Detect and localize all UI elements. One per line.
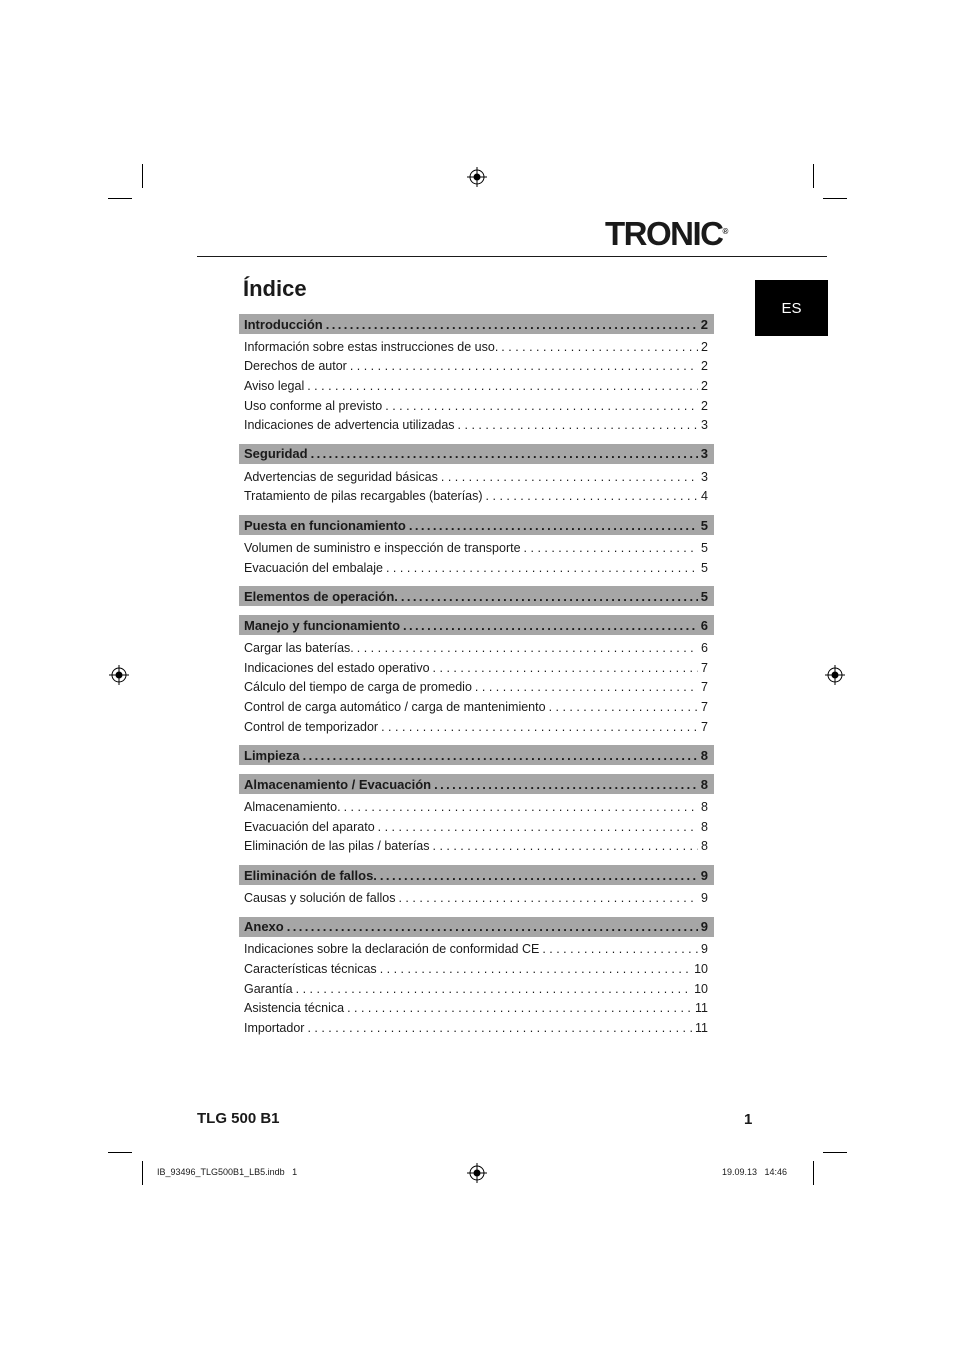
- table-of-contents: [239, 314, 714, 1047]
- toc-entry-label: Advertencias de seguridad básicas: [244, 469, 438, 484]
- model-name: TLG 500 B1: [197, 1110, 280, 1127]
- page-number: 1: [744, 1111, 753, 1128]
- toc-entry-page: 3: [701, 469, 708, 484]
- toc-entry-page: 2: [701, 359, 708, 374]
- registration-mark-icon: [467, 167, 487, 187]
- language-tab-label: ES: [781, 299, 802, 317]
- dot-leader: [433, 661, 699, 675]
- brand-logo: [605, 216, 728, 252]
- dot-leader: [486, 489, 699, 503]
- toc-section: [239, 865, 714, 908]
- toc-section-heading[interactable]: [239, 865, 714, 885]
- toc-entry-label: Garantía: [244, 981, 293, 996]
- toc-entry-page: 7: [701, 660, 708, 675]
- dot-leader: [475, 680, 698, 694]
- toc-section-page: 2: [700, 316, 708, 332]
- dot-leader: [409, 518, 698, 533]
- toc-entry-page: 2: [701, 398, 708, 413]
- toc-entry-label: Evacuación del embalaje: [244, 560, 383, 575]
- toc-section-title: Manejo y funcionamiento: [244, 617, 401, 633]
- dot-leader: [386, 561, 698, 575]
- toc-entry[interactable]: [239, 487, 714, 507]
- registration-mark-icon: [109, 665, 129, 685]
- toc-entry[interactable]: [239, 357, 714, 377]
- dot-leader: [403, 618, 698, 633]
- toc-section: [239, 444, 714, 506]
- dot-leader: [501, 340, 698, 354]
- print-slug-date: 19.09.13 14:46: [722, 1167, 788, 1177]
- toc-section-page: 3: [700, 446, 708, 462]
- dot-leader: [357, 641, 698, 655]
- toc-entry-label: Información sobre estas instrucciones de uso.: [244, 339, 499, 354]
- page-title: Índice: [243, 276, 307, 301]
- toc-entry[interactable]: [239, 797, 714, 817]
- toc-entry[interactable]: [239, 979, 714, 999]
- toc-entry-page: 10: [694, 981, 708, 996]
- toc-entry-page: 11: [695, 1001, 708, 1016]
- dot-leader: [398, 891, 698, 905]
- toc-section: [239, 586, 714, 606]
- dot-leader: [380, 868, 698, 883]
- toc-entry-page: 8: [701, 819, 708, 834]
- dot-leader: [296, 982, 691, 996]
- toc-section-page: 8: [700, 747, 708, 763]
- dot-leader: [378, 820, 698, 834]
- toc-entry-label: Causas y solución de fallos: [244, 890, 396, 905]
- print-slug-file: IB_93496_TLG500B1_LB5.indb 1: [157, 1167, 298, 1177]
- dot-leader: [326, 317, 698, 332]
- toc-entry[interactable]: [239, 396, 714, 416]
- toc-section: [239, 774, 714, 856]
- toc-entry[interactable]: [239, 888, 714, 908]
- toc-entry-list: [239, 885, 714, 908]
- dot-leader: [441, 470, 698, 484]
- toc-section: [239, 615, 714, 736]
- toc-section: [239, 917, 714, 1038]
- dot-leader: [381, 720, 698, 734]
- toc-entry-page: 11: [695, 1020, 708, 1035]
- dot-leader: [344, 800, 698, 814]
- toc-entry[interactable]: [239, 697, 714, 717]
- toc-section-title: Eliminación de fallos.: [244, 867, 377, 883]
- toc-entry-page: 2: [701, 339, 708, 354]
- toc-section-page: 6: [700, 617, 708, 633]
- toc-entry-label: Importador: [244, 1020, 305, 1035]
- dot-leader: [350, 359, 698, 373]
- toc-section-title: Limpieza: [244, 747, 300, 763]
- toc-entry[interactable]: [239, 717, 714, 737]
- dot-leader: [434, 777, 698, 792]
- toc-entry-list: [239, 635, 714, 736]
- dot-leader: [347, 1001, 692, 1015]
- toc-entry-list: [239, 535, 714, 577]
- dot-leader: [385, 399, 698, 413]
- crop-mark: [813, 1161, 814, 1185]
- toc-entry-page: 7: [701, 680, 708, 695]
- toc-section-title: Seguridad: [244, 446, 308, 462]
- toc-entry-label: Características técnicas: [244, 962, 377, 977]
- toc-entry[interactable]: [239, 940, 714, 960]
- language-tab: [755, 280, 828, 336]
- toc-section-title: Almacenamiento / Evacuación: [244, 776, 432, 792]
- toc-entry[interactable]: [239, 1018, 714, 1038]
- toc-section-heading[interactable]: [239, 615, 714, 635]
- toc-section-heading[interactable]: [239, 586, 714, 606]
- toc-entry[interactable]: [239, 959, 714, 979]
- toc-section-heading[interactable]: [239, 917, 714, 937]
- toc-entry-list: [239, 794, 714, 856]
- toc-entry[interactable]: [239, 376, 714, 396]
- toc-entry-page: 9: [701, 890, 708, 905]
- toc-entry[interactable]: [239, 837, 714, 857]
- toc-entry-page: 7: [701, 699, 708, 714]
- toc-entry[interactable]: [239, 817, 714, 837]
- toc-section: [239, 314, 714, 435]
- dot-leader: [303, 748, 698, 763]
- toc-entry-label: Tratamiento de pilas recargables (baterías): [244, 489, 483, 504]
- toc-entry[interactable]: [239, 638, 714, 658]
- dot-leader: [524, 541, 699, 555]
- dot-leader: [542, 942, 698, 956]
- toc-entry-page: 5: [701, 540, 708, 555]
- toc-entry-label: Asistencia técnica: [244, 1001, 345, 1016]
- toc-section-heading[interactable]: [239, 745, 714, 765]
- crop-mark: [813, 164, 814, 188]
- toc-entry-label: Evacuación del aparato: [244, 819, 375, 834]
- toc-section: [239, 745, 714, 765]
- toc-section-page: 9: [700, 867, 708, 883]
- dot-leader: [287, 919, 698, 934]
- toc-entry-page: 9: [701, 942, 708, 957]
- toc-entry-label: Cargar las baterías.: [244, 641, 354, 656]
- dot-leader: [380, 962, 691, 976]
- brand-logo-text: TRONIC: [605, 215, 723, 252]
- registration-mark-icon: [825, 665, 845, 685]
- toc-entry-label: Indicaciones sobre la declaración de conformidad CE: [244, 942, 540, 957]
- toc-entry-page: 6: [701, 641, 708, 656]
- toc-entry[interactable]: [239, 678, 714, 698]
- toc-section-heading[interactable]: [239, 515, 714, 535]
- registered-mark: ®: [722, 227, 729, 236]
- toc-entry-label: Indicaciones de advertencia utilizadas: [244, 418, 455, 433]
- toc-section-page: 8: [700, 776, 708, 792]
- toc-entry-page: 10: [694, 962, 708, 977]
- toc-entry-label: Almacenamiento.: [244, 800, 341, 815]
- crop-mark: [142, 164, 143, 188]
- toc-section-title: Elementos de operación.: [244, 588, 398, 604]
- toc-entry-page: 8: [701, 800, 708, 815]
- toc-section-title: Introducción: [244, 316, 323, 332]
- toc-section-heading[interactable]: [239, 314, 714, 334]
- toc-entry-label: Uso conforme al previsto: [244, 398, 383, 413]
- crop-mark: [108, 198, 132, 199]
- crop-mark: [823, 1152, 847, 1153]
- toc-entry[interactable]: [239, 998, 714, 1018]
- toc-section-title: Anexo: [244, 919, 284, 935]
- toc-entry[interactable]: [239, 415, 714, 435]
- toc-entry-label: Aviso legal: [244, 378, 305, 393]
- toc-entry[interactable]: [239, 467, 714, 487]
- toc-section-page: 5: [700, 517, 708, 533]
- toc-entry-page: 7: [701, 719, 708, 734]
- toc-entry-label: Eliminación de las pilas / baterías: [244, 839, 430, 854]
- toc-section: [239, 515, 714, 577]
- toc-section-heading[interactable]: [239, 774, 714, 794]
- header-rule: [197, 256, 827, 257]
- toc-entry-label: Volumen de suministro e inspección de transporte: [244, 540, 521, 555]
- toc-entry-list: [239, 464, 714, 506]
- dot-leader: [311, 446, 698, 461]
- toc-entry-label: Cálculo del tiempo de carga de promedio: [244, 680, 472, 695]
- toc-section-title: Puesta en funcionamiento: [244, 517, 406, 533]
- toc-entry[interactable]: [239, 558, 714, 578]
- dot-leader: [549, 700, 698, 714]
- toc-section-heading[interactable]: [239, 444, 714, 464]
- toc-entry-page: 8: [701, 839, 708, 854]
- toc-entry-label: Derechos de autor: [244, 359, 347, 374]
- dot-leader: [401, 589, 698, 604]
- toc-section-page: 9: [700, 919, 708, 935]
- dot-leader: [307, 1021, 692, 1035]
- crop-mark: [108, 1152, 132, 1153]
- dot-leader: [307, 379, 698, 393]
- toc-entry-page: 5: [701, 560, 708, 575]
- toc-entry[interactable]: [239, 538, 714, 558]
- crop-mark: [142, 1161, 143, 1185]
- toc-entry[interactable]: [239, 658, 714, 678]
- registration-mark-icon: [467, 1163, 487, 1183]
- dot-leader: [433, 839, 699, 853]
- toc-entry-page: 3: [701, 418, 708, 433]
- dot-leader: [458, 418, 699, 432]
- toc-entry-list: [239, 937, 714, 1038]
- toc-entry-label: Control de carga automático / carga de mantenimiento: [244, 699, 546, 714]
- toc-entry-label: Control de temporizador: [244, 719, 379, 734]
- toc-section-page: 5: [700, 588, 708, 604]
- crop-mark: [823, 198, 847, 199]
- toc-entry-page: 4: [701, 489, 708, 504]
- toc-entry-page: 2: [701, 378, 708, 393]
- toc-entry[interactable]: [239, 337, 714, 357]
- toc-entry-label: Indicaciones del estado operativo: [244, 660, 430, 675]
- toc-entry-list: [239, 334, 714, 435]
